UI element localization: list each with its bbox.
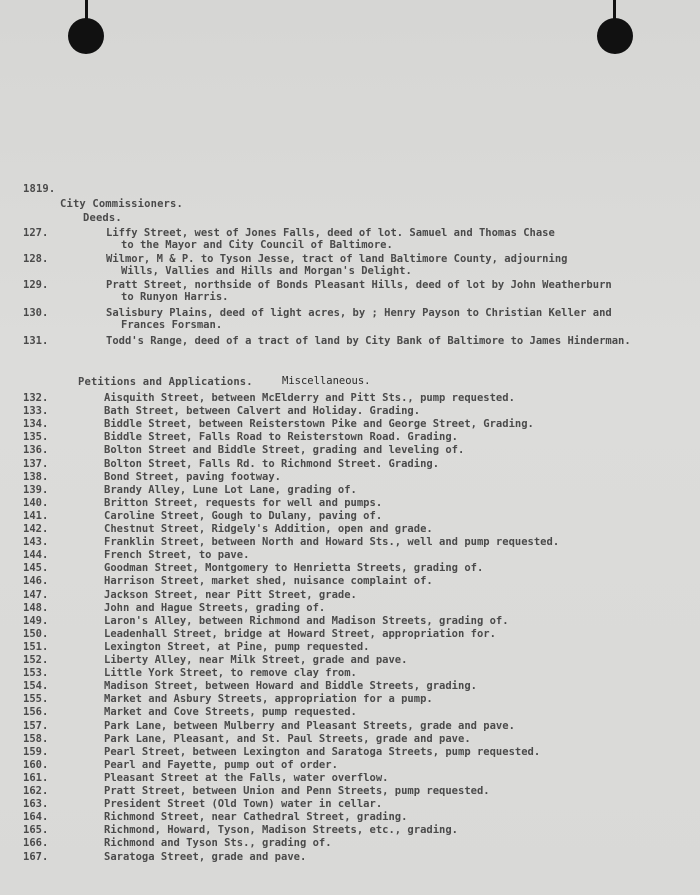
petition-entry	[0, 523, 700, 536]
petition-entry	[0, 615, 700, 628]
entry-number: 140.	[23, 496, 49, 509]
petition-entry	[0, 706, 700, 719]
entry-text: John and Hague Streets, grading of.	[104, 601, 326, 614]
entry-text-continued: to the Mayor and City Council of Baltimore.	[121, 239, 393, 251]
petition-entry	[0, 851, 700, 864]
entry-text: Leadenhall Street, bridge at Howard Street, appropriation for.	[104, 627, 496, 640]
entry-number: 166.	[23, 837, 49, 850]
entry-text: Park Lane, Pleasant, and St. Paul Streets, grade and pave.	[104, 732, 471, 745]
petition-entry	[0, 497, 700, 510]
petition-entry	[0, 746, 700, 759]
petition-entry	[0, 733, 700, 746]
misc-label: Miscellaneous.	[282, 375, 371, 387]
petition-entry	[0, 549, 700, 562]
entry-text: Lexington Street, at Pine, pump requested.	[104, 640, 370, 653]
entry-text: Salisbury Plains, deed of light acres, by ; Henry Payson to Christian Keller and	[106, 307, 612, 319]
entry-number: 159.	[23, 745, 49, 758]
entry-number: 158.	[23, 732, 49, 745]
petition-entry	[0, 589, 700, 602]
petition-entry	[0, 654, 700, 667]
petition-entry	[0, 837, 700, 850]
entry-text: Pratt Street, between Union and Penn Streets, pump requested.	[104, 785, 490, 797]
entry-text: Laron's Alley, between Richmond and Madison Streets, grading of.	[104, 614, 509, 627]
entry-text: French Street, to pave.	[104, 549, 250, 562]
entry-text: Market and Asbury Streets, appropriation for a pump.	[104, 693, 433, 706]
petition-entry	[0, 471, 700, 484]
entry-text: President Street (Old Town) water in cellar.	[104, 798, 383, 811]
entry-text: Park Lane, between Mulberry and Pleasant Streets, grade and pave.	[104, 719, 515, 732]
petition-entry	[0, 458, 700, 471]
entry-text: Little York Street, to remove clay from.	[104, 667, 357, 680]
entry-number: 161.	[23, 771, 49, 784]
petition-entry	[0, 392, 700, 405]
entry-number: 129.	[23, 279, 49, 291]
entry-number: 143.	[23, 536, 49, 549]
petition-entry	[0, 667, 700, 680]
entry-text: Franklin Street, between North and Howard Sts., well and pump requested.	[104, 536, 560, 549]
section-heading: City Commissioners.	[60, 198, 183, 210]
entry-text: Saratoga Street, grade and pave.	[104, 850, 307, 863]
entry-text: Pearl Street, between Lexington and Saratoga Streets, pump requested.	[104, 745, 541, 758]
entry-text: Richmond and Tyson Sts., grading of.	[104, 837, 332, 850]
year-heading: 1819.	[23, 183, 56, 195]
binder-hole-left	[68, 18, 104, 54]
entry-text: Aisquith Street, between McElderry and Pitt Sts., pump requested.	[104, 392, 515, 404]
entry-text: Wilmor, M & P. to Tyson Jesse, tract of land Baltimore County, adjourning	[106, 253, 568, 265]
entry-number: 134.	[23, 418, 49, 431]
entry-number: 135.	[23, 431, 49, 444]
entry-number: 128.	[23, 253, 49, 265]
entry-number: 150.	[23, 627, 49, 640]
entry-number: 149.	[23, 614, 49, 627]
entry-number: 139.	[23, 483, 49, 496]
entry-text: Liberty Alley, near Milk Street, grade and pave.	[104, 654, 408, 666]
entry-text: Britton Street, requests for well and pumps.	[104, 496, 383, 509]
petition-entry	[0, 405, 700, 418]
entry-number: 167.	[23, 850, 49, 863]
entry-text: Richmond, Howard, Tyson, Madison Streets, etc., grading.	[104, 824, 459, 837]
petition-entry	[0, 510, 700, 523]
entry-text: Jackson Street, near Pitt Street, grade.	[104, 588, 357, 601]
entry-number: 154.	[23, 680, 49, 693]
entry-number: 157.	[23, 719, 49, 732]
petition-entry	[0, 418, 700, 431]
entry-text: Pratt Street, northside of Bonds Pleasant Hills, deed of lot by John Weatherburn	[106, 279, 612, 291]
petition-entry	[0, 484, 700, 497]
entry-number: 146.	[23, 575, 49, 588]
entry-text: Brandy Alley, Lune Lot Lane, grading of.	[104, 483, 357, 496]
subsection-heading: Deeds.	[83, 212, 122, 224]
entry-text: Goodman Street, Montgomery to Henrietta Streets, grading of.	[104, 562, 484, 575]
entry-text: Chestnut Street, Ridgely's Addition, open and grade.	[104, 523, 433, 535]
petition-entry	[0, 693, 700, 706]
entry-number: 165.	[23, 824, 49, 837]
entry-text: Biddle Street, Falls Road to Reisterstown Road. Grading.	[104, 431, 459, 444]
entry-number: 147.	[23, 588, 49, 601]
entry-number: 142.	[23, 523, 49, 535]
entry-number: 144.	[23, 549, 49, 562]
petition-entry	[0, 431, 700, 444]
entry-text: Harrison Street, market shed, nuisance complaint of.	[104, 575, 433, 588]
entry-number: 133.	[23, 405, 49, 418]
entry-number: 138.	[23, 470, 49, 483]
entry-number: 148.	[23, 601, 49, 614]
entry-text: Bolton Street and Biddle Street, grading and leveling of.	[104, 444, 465, 457]
entry-number: 153.	[23, 667, 49, 680]
entry-number: 156.	[23, 706, 49, 719]
petition-entry	[0, 811, 700, 824]
entry-number: 127.	[23, 227, 49, 239]
petition-entry	[0, 824, 700, 837]
entry-number: 164.	[23, 811, 49, 824]
petition-entry	[0, 798, 700, 811]
entry-text: Caroline Street, Gough to Dulany, paving of.	[104, 509, 383, 522]
entry-text: Pearl and Fayette, pump out of order.	[104, 758, 338, 771]
entry-text: Liffy Street, west of Jones Falls, deed of lot. Samuel and Thomas Chase	[106, 227, 555, 239]
entry-text: Madison Street, between Howard and Biddle Streets, grading.	[104, 680, 477, 693]
petition-entry	[0, 680, 700, 693]
entry-number: 132.	[23, 392, 49, 404]
petition-entry	[0, 575, 700, 588]
entry-text: Biddle Street, between Reisterstown Pike and George Street, Grading.	[104, 418, 534, 431]
petition-entry	[0, 536, 700, 549]
entry-text-continued: Wills, Vallies and Hills and Morgan's Delight.	[121, 265, 412, 277]
petition-entry	[0, 602, 700, 615]
entry-text: Bolton Street, Falls Rd. to Richmond Street. Grading.	[104, 457, 440, 470]
petition-entry	[0, 562, 700, 575]
petitions-heading: Petitions and Applications.	[78, 376, 253, 388]
entry-number: 141.	[23, 509, 49, 522]
entry-number: 155.	[23, 693, 49, 706]
petition-entry	[0, 772, 700, 785]
entry-text: Bond Street, paving footway.	[104, 470, 282, 483]
entry-number: 145.	[23, 562, 49, 575]
petition-entry	[0, 759, 700, 772]
entry-text-continued: to Runyon Harris.	[121, 291, 229, 303]
entry-number: 136.	[23, 444, 49, 457]
petition-entry	[0, 641, 700, 654]
petition-entry	[0, 785, 700, 798]
entry-text: Market and Cove Streets, pump requested.	[104, 706, 357, 719]
entry-number: 130.	[23, 307, 49, 319]
petition-entry	[0, 444, 700, 457]
entry-text-continued: Frances Forsman.	[121, 319, 223, 331]
petition-entry	[0, 628, 700, 641]
entry-number: 131.	[23, 335, 49, 347]
entry-text: Todd's Range, deed of a tract of land by City Bank of Baltimore to James Hinderman.	[106, 335, 631, 347]
entry-number: 163.	[23, 798, 49, 811]
entry-text: Bath Street, between Calvert and Holiday. Grading.	[104, 405, 421, 418]
entry-number: 151.	[23, 640, 49, 653]
entry-number: 137.	[23, 457, 49, 470]
entry-text: Richmond Street, near Cathedral Street, grading.	[104, 811, 408, 824]
entry-number: 152.	[23, 654, 49, 666]
petition-entry	[0, 720, 700, 733]
entry-number: 162.	[23, 785, 49, 797]
entry-number: 160.	[23, 758, 49, 771]
entry-text: Pleasant Street at the Falls, water overflow.	[104, 771, 389, 784]
binder-hole-right	[597, 18, 633, 54]
